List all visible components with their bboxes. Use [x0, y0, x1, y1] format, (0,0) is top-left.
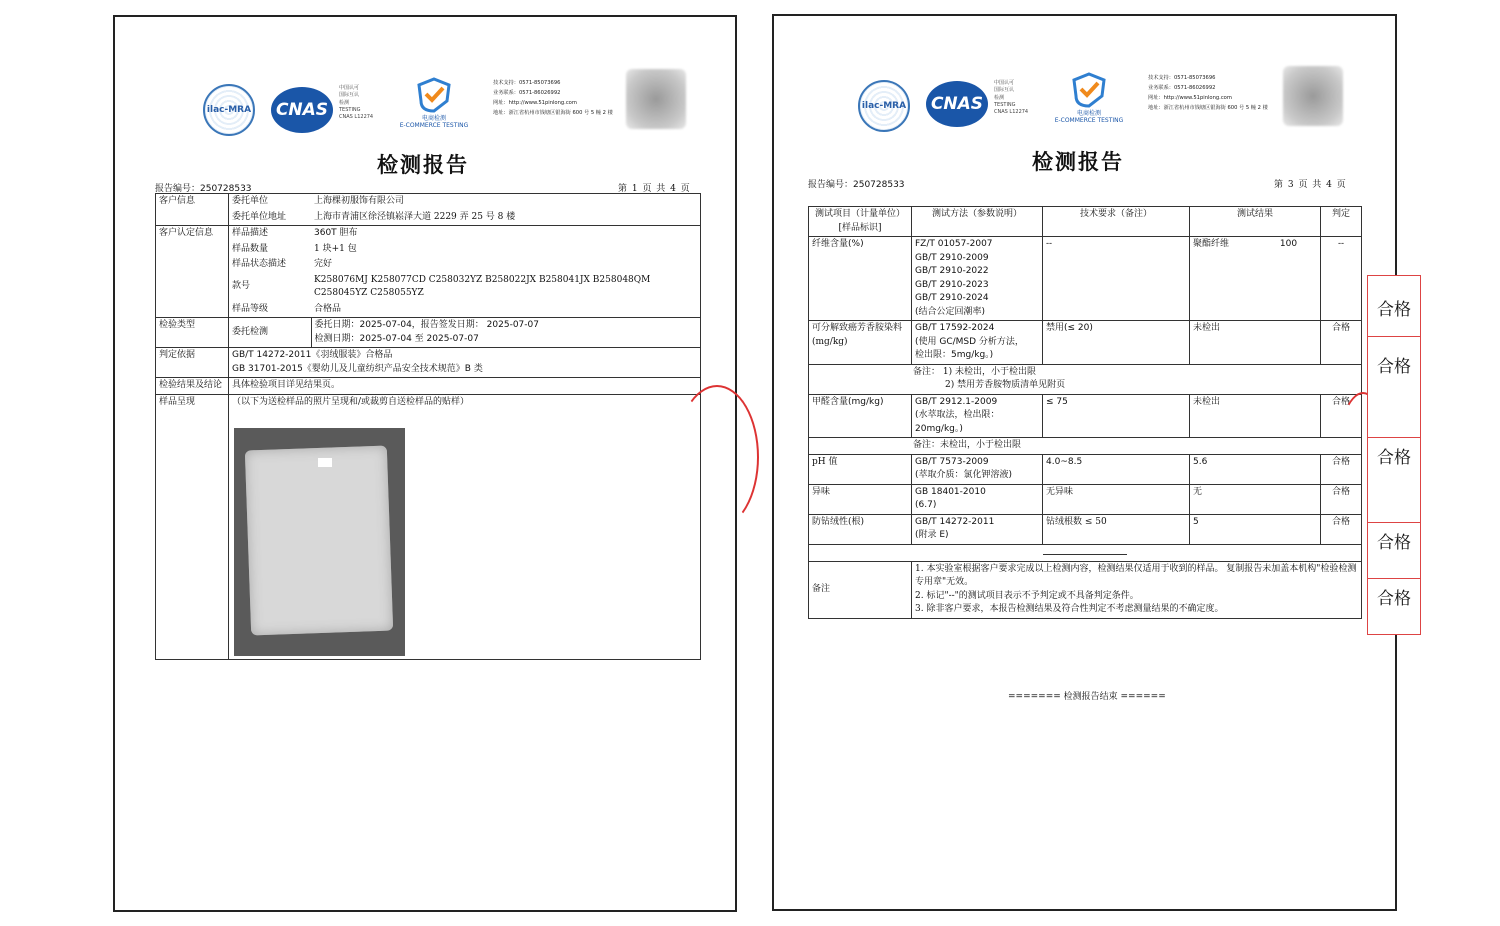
method-cell — [912, 394, 1043, 438]
contact-line: 业务联系：0571-86026992 — [1148, 84, 1216, 91]
field-value: 360T 胆布 — [311, 226, 701, 242]
item-cell: 可分解致癌芳香胺染料(mg/kg) — [809, 321, 912, 365]
qr-code — [626, 69, 686, 129]
verdict-divider — [1368, 522, 1420, 523]
contact-line: 业务联系：0571-86026992 — [493, 89, 561, 96]
verdict-pass: 合格 — [1377, 300, 1411, 320]
method-line: GB/T 2910-2022 — [915, 266, 989, 276]
field-value: 上海棵初服饰有限公司 — [311, 194, 701, 210]
col-header: 技术要求（备注） — [1043, 207, 1190, 237]
method-line: (使用 GC/MSD 分析方法， — [915, 336, 1024, 347]
field-label: 样品描述 — [232, 228, 269, 238]
report-number: 报告编号：250728533 — [155, 184, 252, 194]
contact-line: 网址：http://www.51pinlong.com — [1148, 94, 1232, 101]
verdict-divider — [1368, 437, 1420, 438]
table-row — [809, 454, 1362, 484]
report-page-1 — [113, 15, 737, 912]
remark-line: 3. 除非客户要求，本报告检测结果及符合性判定不考虑测量结果的不确定度。 — [915, 604, 1224, 614]
verdict-pass: 合格 — [1377, 533, 1411, 553]
result-text: 聚酯纤维 — [1193, 239, 1230, 249]
method-cell — [912, 454, 1043, 484]
method-line: 20mg/kg。) — [915, 423, 963, 434]
field-value: 委托检测 — [229, 318, 312, 348]
ecommerce-shield-icon — [1070, 72, 1108, 108]
method-line: GB 18401-2010 — [915, 486, 986, 497]
result-cell — [1190, 237, 1321, 321]
method-line: GB/T 2912.1-2009 — [915, 396, 998, 407]
method-line: GB/T 2910-2009 — [915, 252, 989, 263]
requirement-cell: 禁用(≤ 20) — [1043, 321, 1190, 365]
field-label: 样品状态描述 — [232, 259, 287, 269]
row-label: 样品呈现 — [156, 394, 229, 659]
conclusion-value: 具体检验项目详见结果页。 — [229, 378, 701, 395]
contact-block — [493, 79, 623, 119]
field-value: K258076MJ K258077CD C258032YZ B258022JX B258041JX B258048QM C258045YZ C258055YZ — [311, 273, 701, 302]
table-row — [809, 321, 1362, 365]
report-page-3 — [772, 14, 1397, 911]
method-line: GB/T 2910-2024 — [915, 293, 989, 303]
report-number: 报告编号：250728533 — [808, 180, 905, 190]
item-cell: pH 值 — [809, 454, 912, 484]
basis-line: GB 31701-2015《婴幼儿及儿童纺织产品安全技术规范》B 类 — [232, 363, 483, 374]
verdict-pass: 合格 — [1377, 357, 1411, 377]
result-cell: 5 — [1190, 514, 1321, 544]
judge-cell: 合格 — [1321, 484, 1362, 514]
method-cell — [912, 514, 1043, 544]
contact-line: 技术支持：0571-85073696 — [1148, 75, 1216, 81]
item-cell: 防钻绒性(根) — [809, 514, 912, 544]
field-label: 委托单位 — [229, 194, 312, 210]
ecommerce-shield-icon — [415, 77, 453, 113]
field-value: 1 块+1 包 — [311, 242, 701, 258]
qr-code — [1283, 66, 1343, 126]
table-row — [809, 514, 1362, 544]
requirement-cell: 无异味 — [1043, 484, 1190, 514]
method-line: 检出限：5mg/kg。) — [915, 350, 994, 360]
remark-label: 备注 — [809, 561, 912, 618]
remark-line: 1. 本实验室根据客户要求完成以上检测内容，检测结果仅适用于收到的样品。 复制报告未加盖本机构"检验检测专用章"无效。 — [915, 563, 1357, 587]
contact-block — [1148, 74, 1278, 114]
verdict-pass: 合格 — [1377, 589, 1411, 609]
basis-line: GB/T 14272-2011《羽绒服装》合格品 — [232, 350, 393, 360]
field-value: 上海市青浦区徐泾镇崧泽大道 2229 弄 25 号 8 楼 — [311, 210, 701, 226]
verdict-divider — [1368, 578, 1420, 579]
requirement-cell: 钻绒根数 ≤ 50 — [1043, 514, 1190, 544]
method-line: GB/T 2910-2023 — [915, 279, 989, 290]
separator-row — [809, 544, 1362, 561]
result-cell: 未检出 — [1190, 321, 1321, 365]
col-header: 测试项目（计量单位）[样品标识] — [809, 207, 912, 237]
table-row — [809, 237, 1362, 321]
page-title: 检测报告 — [1032, 149, 1124, 174]
contact-line: 网址：http://www.51pinlong.com — [493, 99, 577, 106]
page-number: 第 3 页 共 4 页 — [1274, 180, 1347, 190]
method-line: GB/T 7573-2009 — [915, 456, 989, 467]
judge-cell: 合格 — [1321, 454, 1362, 484]
field-value: 完好 — [311, 257, 701, 273]
appearance-cell — [229, 394, 701, 659]
result-cell: 无 — [1190, 484, 1321, 514]
ecommerce-caption: 电商检测 E-COMMERCE TESTING — [1054, 110, 1124, 125]
col-header: 判定 — [1321, 207, 1362, 237]
col-header: 测试结果 — [1190, 207, 1321, 237]
method-line: GB/T 14272-2011 — [915, 516, 995, 527]
field-value: 合格品 — [311, 302, 701, 318]
basis-cell — [229, 348, 701, 378]
note-cell — [809, 364, 1362, 394]
result-cell: 未检出 — [1190, 394, 1321, 438]
dates-line: 委托日期：2025-07-04，报告签发日期： 2025-07-07 — [314, 320, 539, 330]
sample-tag — [318, 458, 332, 467]
ilac-mra-logo: ilac-MRA — [203, 84, 255, 136]
dates-line: 检测日期：2025-07-04 至 2025-07-07 — [314, 333, 479, 344]
page-number: 第 1 页 共 4 页 — [618, 184, 691, 194]
verdict-divider — [1368, 336, 1420, 337]
method-cell — [912, 237, 1043, 321]
appearance-note: （以下为送检样品的照片呈现和/或裁剪自送检样品的贴样） — [232, 396, 470, 407]
row-label: 客户认定信息 — [156, 226, 229, 318]
method-line: (萃取介质：氯化钾溶液) — [915, 470, 1013, 480]
method-line: (6.7) — [915, 500, 937, 510]
note-line: 2) 禁用芳香胺物质清单见附页 — [945, 380, 1066, 390]
requirement-cell: -- — [1043, 237, 1190, 321]
remarks-cell — [912, 561, 1362, 618]
item-cell: 异味 — [809, 484, 912, 514]
results-table — [808, 206, 1362, 619]
note-cell: 备注：未检出，小于检出限 — [809, 438, 1362, 455]
ilac-mra-logo: ilac-MRA — [858, 80, 910, 132]
judge-cell: 合格 — [1321, 321, 1362, 365]
requirement-cell: 4.0~8.5 — [1043, 454, 1190, 484]
cnas-logo: CNAS — [271, 87, 333, 133]
result-value: 100 — [1279, 239, 1298, 249]
contact-line: 地址：浙江省杭州市钱塘区银海街 600 号 5 幢 2 楼 — [493, 109, 613, 116]
separator-line — [1043, 554, 1127, 555]
table-row — [809, 484, 1362, 514]
field-label: 款号 — [232, 281, 251, 292]
row-label: 判定依据 — [156, 348, 229, 378]
cnas-accreditation-text: 中国认可 国际互认 检测 TESTING CNAS L12274 — [339, 85, 374, 120]
item-cell: 甲醛含量(mg/kg) — [809, 394, 912, 438]
dates-cell — [311, 318, 701, 348]
item-cell: 纤维含量(%) — [809, 237, 912, 321]
verdict-pass: 合格 — [1377, 448, 1411, 468]
cnas-logo: CNAS — [926, 81, 988, 127]
note-line: 备注： 1) 未检出，小于检出限 — [913, 366, 1036, 377]
report-end: ======= 检测报告结束 ====== — [1008, 692, 1166, 702]
page-title: 检测报告 — [377, 152, 469, 177]
row-label: 检验结果及结论 — [156, 378, 229, 395]
row-label: 客户信息 — [156, 194, 229, 226]
row-label: 检验类型 — [156, 318, 229, 348]
table-row — [809, 394, 1362, 438]
method-line: (附录 E) — [915, 530, 949, 540]
verdict-panel — [1367, 275, 1421, 635]
sample-fabric — [245, 445, 393, 635]
red-stamp-partial — [675, 385, 759, 529]
info-table — [155, 193, 701, 660]
method-line: GB/T 17592-2024 — [915, 323, 995, 333]
requirement-cell: ≤ 75 — [1043, 394, 1190, 438]
cnas-accreditation-text: 中国认可 国际互认 检测 TESTING CNAS L12274 — [994, 80, 1029, 115]
method-cell — [912, 321, 1043, 365]
result-cell: 5.6 — [1190, 454, 1321, 484]
judge-cell: -- — [1321, 237, 1362, 321]
method-line: (水萃取法，检出限： — [915, 410, 1000, 420]
field-label: 样品数量 — [232, 243, 269, 254]
judge-cell: 合格 — [1321, 514, 1362, 544]
col-header: 测试方法（参数说明） — [912, 207, 1043, 237]
contact-line: 技术支持：0571-85073696 — [493, 80, 561, 86]
field-label: 委托单位地址 — [229, 210, 312, 226]
ecommerce-caption: 电商检测 E-COMMERCE TESTING — [399, 115, 469, 130]
sample-photo — [234, 428, 405, 656]
method-cell — [912, 484, 1043, 514]
contact-line: 地址：浙江省杭州市钱塘区银海街 600 号 5 幢 2 楼 — [1148, 104, 1268, 111]
remarks-row — [809, 561, 1362, 618]
judge-cell: 合格 — [1321, 394, 1362, 438]
remark-line: 2. 标记"--"的测试项目表示不予判定或不具备判定条件。 — [915, 590, 1139, 601]
method-line: FZ/T 01057-2007 — [915, 239, 993, 249]
method-line: (结合公定回潮率) — [915, 306, 986, 317]
field-label: 样品等级 — [229, 302, 312, 318]
